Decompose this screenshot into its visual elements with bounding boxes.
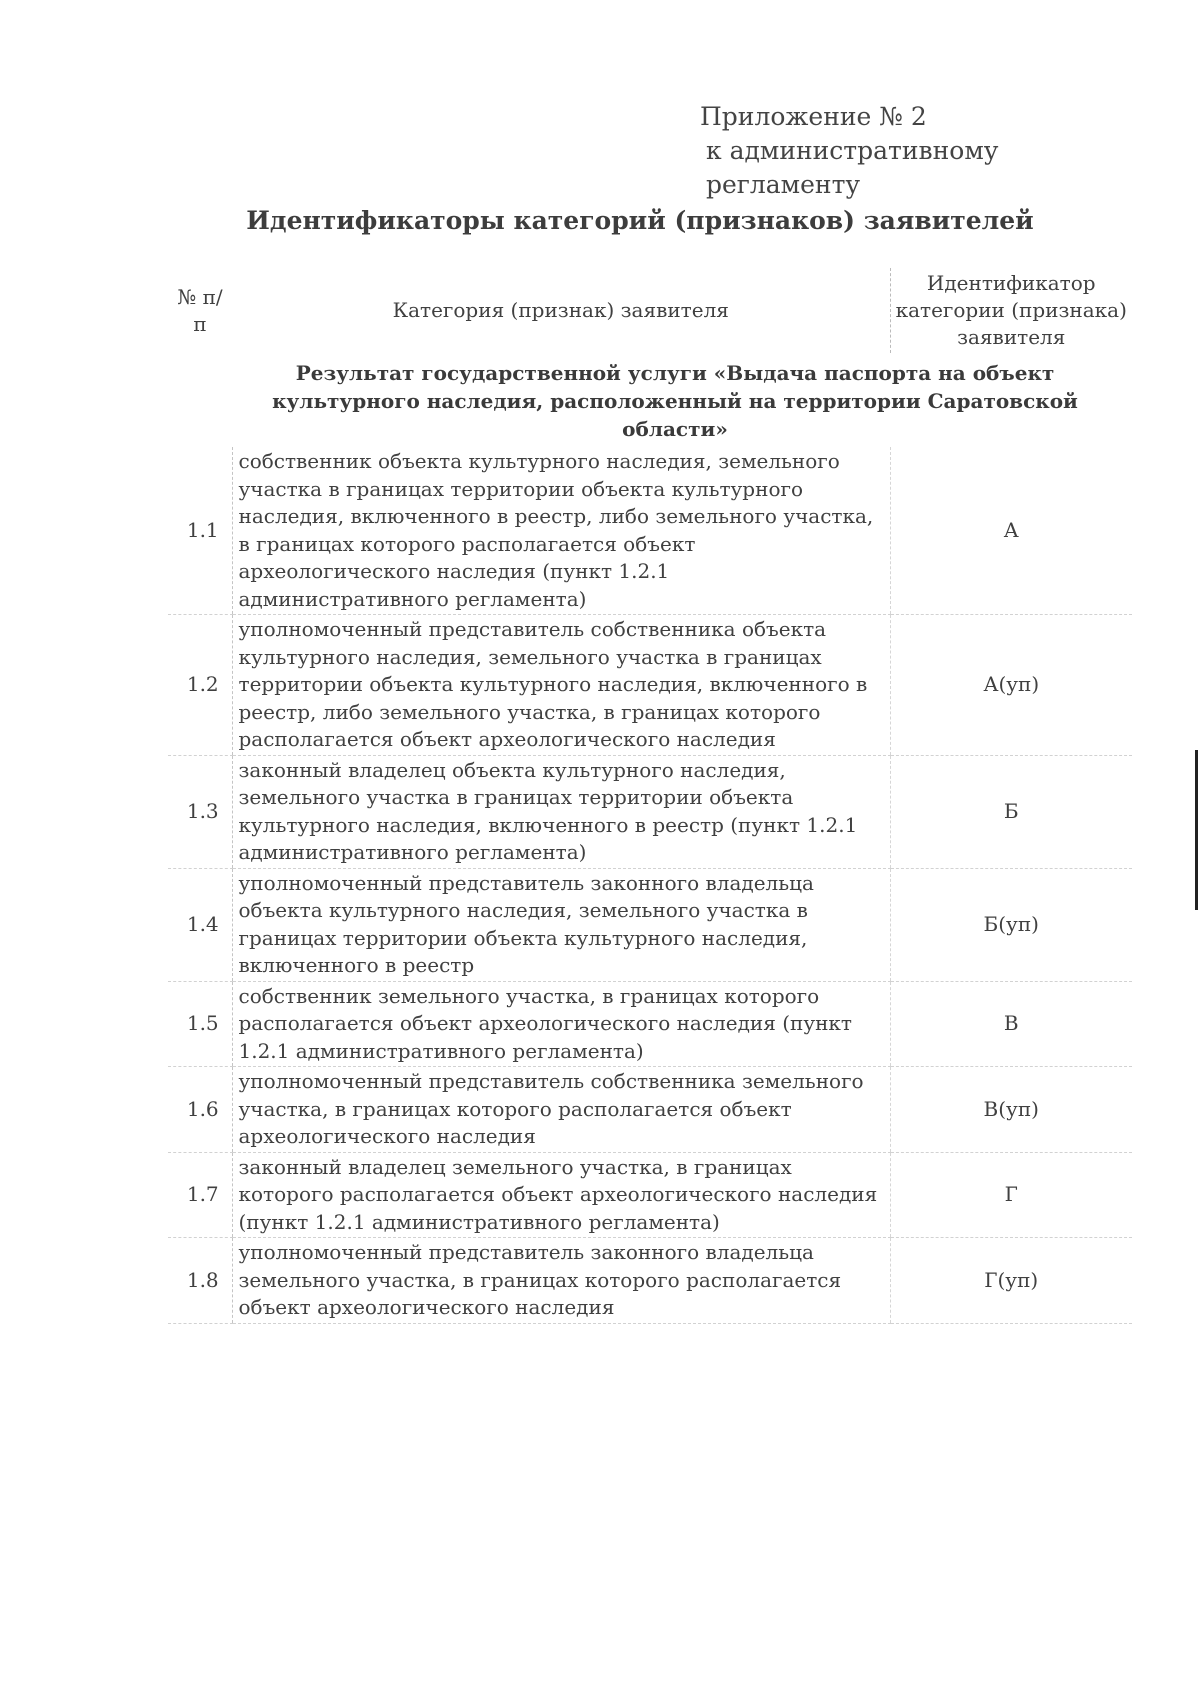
table-header-row (168, 268, 1132, 353)
header-category: Категория (признак) заявителя (392, 298, 729, 322)
row-category: собственник земельного участка, в границах которого располагается объект археологического наследия (пункт 1.2.1 административного регламента) (232, 981, 890, 1067)
appendix-reference: к административному регламенту (706, 136, 999, 199)
header-number: № п/п (177, 284, 223, 336)
row-number: 1.5 (168, 981, 232, 1067)
row-number: 1.1 (168, 447, 232, 615)
row-number: 1.8 (168, 1238, 232, 1324)
scan-edge-mark (1195, 820, 1198, 910)
row-category: уполномоченный представитель законного владельца земельного участка, в границах которого располагается объект археологического наследия (232, 1238, 890, 1324)
row-number: 1.6 (168, 1067, 232, 1153)
table-row (168, 755, 1132, 868)
row-number: 1.2 (168, 615, 232, 756)
categories-table (168, 268, 1132, 1324)
table-row (168, 1067, 1132, 1153)
row-category: уполномоченный представитель собственника земельного участка, в границах которого располагается объект археологического наследия (232, 1067, 890, 1153)
row-category: законный владелец объекта культурного наследия, земельного участка в границах территории объекта культурного наследия, включенного в реестр (пункт 1.2.1 административного регламента) (232, 755, 890, 868)
row-identifier: В (890, 981, 1132, 1067)
row-category: собственник объекта культурного наследия, земельного участка в границах территории объекта культурного наследия, включенного в реестр, либо земельного участка, в границах которого располагается объект археологического наследия (пункт 1.2.1 административного регламента) (232, 447, 890, 615)
row-identifier: Б (890, 755, 1132, 868)
row-identifier: А(уп) (890, 615, 1132, 756)
row-category: уполномоченный представитель собственника объекта культурного наследия, земельного участка в границах территории объекта культурного наследия, включенного в реестр, либо земельного участка, в границах которого располагается объект археологического наследия (232, 615, 890, 756)
row-category: законный владелец земельного участка, в границах которого располагается объект археологического наследия (пункт 1.2.1 административного регламента) (232, 1152, 890, 1238)
table-row (168, 447, 1132, 615)
document-title: Идентификаторы категорий (признаков) заявителей (246, 206, 1034, 235)
section-row (168, 353, 1132, 447)
row-identifier: Г(уп) (890, 1238, 1132, 1324)
row-category: уполномоченный представитель законного владельца объекта культурного наследия, земельного участка в границах территории объекта культурного наследия, включенного в реестр (232, 868, 890, 981)
table-row (168, 981, 1132, 1067)
row-number: 1.3 (168, 755, 232, 868)
scan-edge-mark (1195, 750, 1198, 820)
table-row (168, 1238, 1132, 1324)
table-row (168, 868, 1132, 981)
row-number: 1.4 (168, 868, 232, 981)
appendix-number: Приложение № 2 (700, 102, 927, 131)
row-identifier: Б(уп) (890, 868, 1132, 981)
section-title: Результат государственной услуги «Выдача паспорта на объект культурного наследия, расположенный на территории Саратовской области» (272, 361, 1078, 441)
row-identifier: В(уп) (890, 1067, 1132, 1153)
row-identifier: А (890, 447, 1132, 615)
table-row (168, 615, 1132, 756)
appendix-heading (700, 100, 1140, 202)
table-row (168, 1152, 1132, 1238)
row-number: 1.7 (168, 1152, 232, 1238)
row-identifier: Г (890, 1152, 1132, 1238)
header-identifier: Идентификатор категории (признака) заявителя (890, 268, 1132, 353)
